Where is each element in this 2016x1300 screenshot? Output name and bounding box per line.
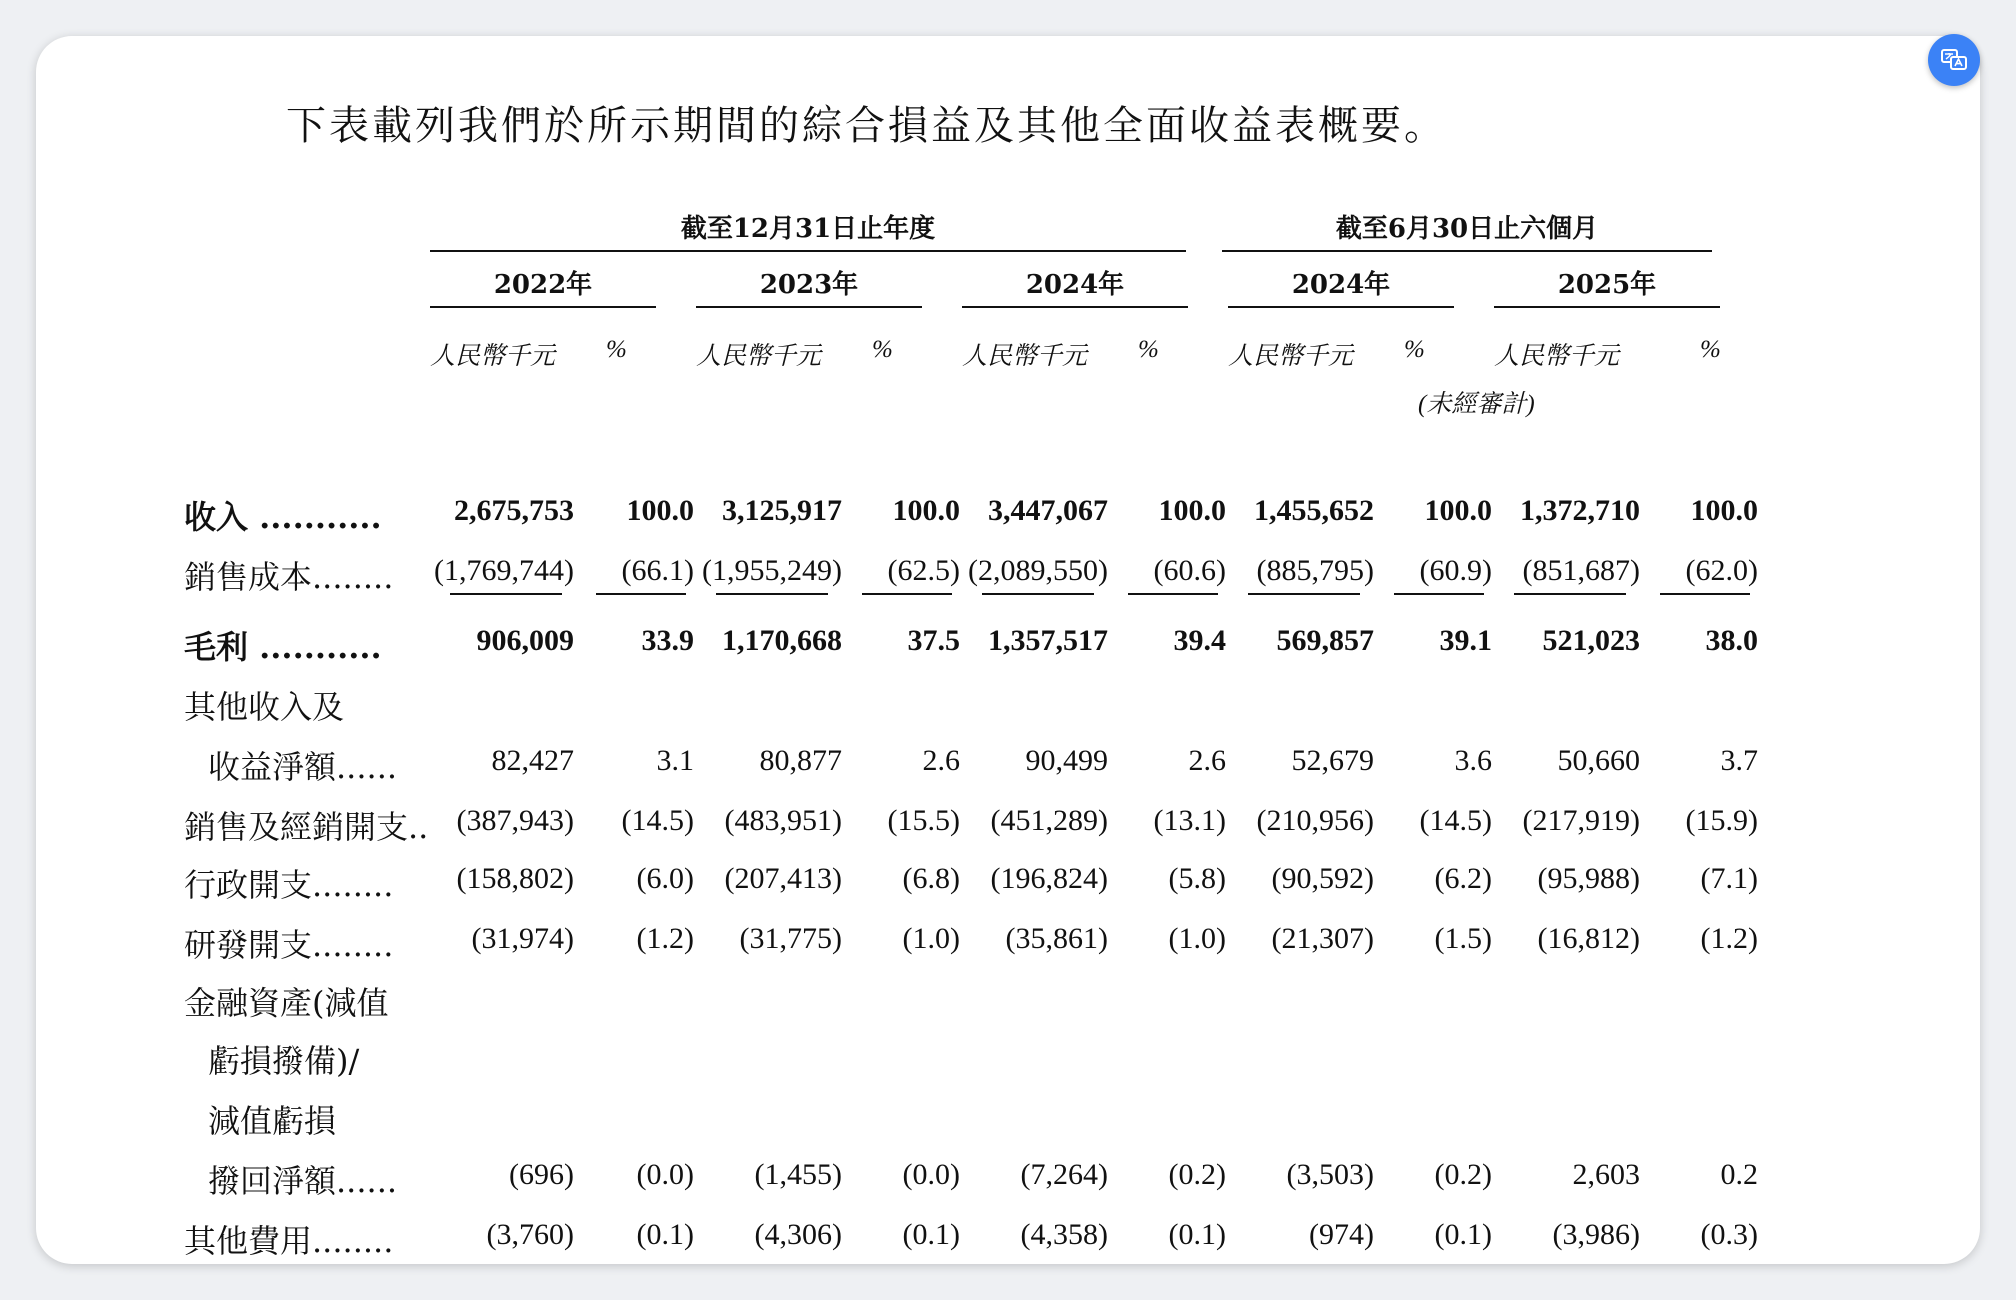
row-label: 撥回淨額...... xyxy=(208,1162,398,1200)
subtotal-rule xyxy=(1248,593,1360,595)
amount-cell: (1,769,744) xyxy=(434,554,574,587)
percent-cell: (15.5) xyxy=(887,804,960,837)
percent-cell: (0.3) xyxy=(1700,1218,1758,1251)
table-row xyxy=(36,1220,1980,1260)
amount-cell: (21,307) xyxy=(1271,922,1374,955)
table-row xyxy=(36,1040,1980,1080)
amount-cell: (4,306) xyxy=(754,1218,842,1251)
subtotal-rule xyxy=(1394,593,1484,595)
percent-cell: (0.1) xyxy=(636,1218,694,1251)
amount-cell: (31,974) xyxy=(471,922,574,955)
unit-amount-2023: 人民幣千元 xyxy=(696,343,822,370)
percent-cell: (5.8) xyxy=(1168,862,1226,895)
percent-cell: 3.6 xyxy=(1454,744,1492,777)
amount-cell: (95,988) xyxy=(1537,862,1640,895)
percent-cell: 2.6 xyxy=(1188,744,1226,777)
year-rule-2022 xyxy=(430,306,656,308)
amount-cell: 3,447,067 xyxy=(988,494,1108,527)
amount-cell: (7,264) xyxy=(1020,1158,1108,1191)
subtotal-rule xyxy=(1660,593,1750,595)
percent-cell: (0.2) xyxy=(1434,1158,1492,1191)
percent-cell: (1.2) xyxy=(1700,922,1758,955)
table-row xyxy=(36,556,1980,596)
subtotal-rule xyxy=(862,593,952,595)
percent-cell: 37.5 xyxy=(907,624,960,657)
percent-cell: (6.0) xyxy=(636,862,694,895)
unit-pct-2023: % xyxy=(872,336,893,363)
percent-cell: (1.0) xyxy=(902,922,960,955)
translate-icon xyxy=(1939,45,1969,75)
percent-cell: (15.9) xyxy=(1685,804,1758,837)
amount-cell: 2,675,753 xyxy=(454,494,574,527)
year-rule-2024-interim xyxy=(1228,306,1454,308)
table-row xyxy=(36,982,1980,1022)
subtotal-rule xyxy=(1514,593,1626,595)
amount-cell: 82,427 xyxy=(491,744,574,777)
percent-cell: (62.0) xyxy=(1685,554,1758,587)
row-label: 行政開支........ xyxy=(184,866,394,904)
year-header-2025-interim: 2025年 xyxy=(1557,270,1657,300)
year-rule-2024 xyxy=(962,306,1188,308)
unit-amount-2022: 人民幣千元 xyxy=(430,343,556,370)
table-row xyxy=(36,806,1980,846)
percent-cell: (14.5) xyxy=(621,804,694,837)
percent-cell: (6.2) xyxy=(1434,862,1492,895)
amount-cell: (90,592) xyxy=(1271,862,1374,895)
table-row xyxy=(36,1160,1980,1200)
amount-cell: 80,877 xyxy=(759,744,842,777)
table-row xyxy=(36,864,1980,904)
translate-button[interactable] xyxy=(1928,34,1980,86)
percent-cell: 0.2 xyxy=(1720,1158,1758,1191)
amount-cell: 1,170,668 xyxy=(722,624,842,657)
subtotal-rule xyxy=(450,593,562,595)
subtotal-rule xyxy=(716,593,828,595)
table-row xyxy=(36,746,1980,786)
group-rule-annual xyxy=(430,250,1186,252)
percent-cell: (0.2) xyxy=(1168,1158,1226,1191)
percent-cell: (0.1) xyxy=(1168,1218,1226,1251)
amount-cell: (2,089,550) xyxy=(968,554,1108,587)
amount-cell: 2,603 xyxy=(1572,1158,1640,1191)
row-label: 毛利 ........... xyxy=(184,628,382,666)
group-header-interim: 截至6月30日止六個月 xyxy=(1335,214,1599,244)
amount-cell: (3,760) xyxy=(486,1218,574,1251)
percent-cell: (0.1) xyxy=(1434,1218,1492,1251)
amount-cell: 521,023 xyxy=(1542,624,1640,657)
amount-cell: (974) xyxy=(1309,1218,1374,1251)
table-row xyxy=(36,1100,1980,1140)
percent-cell: 100.0 xyxy=(892,494,960,527)
percent-cell: 100.0 xyxy=(626,494,694,527)
percent-cell: (62.5) xyxy=(887,554,960,587)
percent-cell: (0.0) xyxy=(902,1158,960,1191)
unit-amount-2024-interim: 人民幣千元 xyxy=(1228,343,1354,370)
percent-cell: (1.5) xyxy=(1434,922,1492,955)
percent-cell: (6.8) xyxy=(902,862,960,895)
year-header-2022: 2022年 xyxy=(493,270,593,300)
table-row xyxy=(36,626,1980,666)
percent-cell: (13.1) xyxy=(1153,804,1226,837)
percent-cell: 38.0 xyxy=(1705,624,1758,657)
amount-cell: (31,775) xyxy=(739,922,842,955)
unit-pct-2025-interim: % xyxy=(1700,336,1721,363)
amount-cell: (851,687) xyxy=(1522,554,1640,587)
amount-cell: 569,857 xyxy=(1276,624,1374,657)
year-rule-2023 xyxy=(696,306,922,308)
document-page xyxy=(36,36,1980,1264)
row-label: 其他費用........ xyxy=(184,1222,394,1260)
percent-cell: 2.6 xyxy=(922,744,960,777)
amount-cell: 3,125,917 xyxy=(722,494,842,527)
year-header-2024: 2024年 xyxy=(1025,270,1125,300)
row-label: 收益淨額...... xyxy=(208,748,398,786)
amount-cell: (387,943) xyxy=(456,804,574,837)
amount-cell: 906,009 xyxy=(476,624,574,657)
row-label: 收入 ........... xyxy=(184,498,382,536)
row-label: 虧損撥備)/ xyxy=(208,1042,360,1080)
row-label: 銷售成本........ xyxy=(184,558,394,596)
amount-cell: (451,289) xyxy=(990,804,1108,837)
amount-cell: 1,455,652 xyxy=(1254,494,1374,527)
amount-cell: (885,795) xyxy=(1256,554,1374,587)
table-row xyxy=(36,924,1980,964)
amount-cell: (196,824) xyxy=(990,862,1108,895)
unit-amount-2025-interim: 人民幣千元 xyxy=(1494,343,1620,370)
percent-cell: 100.0 xyxy=(1424,494,1492,527)
row-label: 減值虧損 xyxy=(208,1102,337,1140)
percent-cell: (60.9) xyxy=(1419,554,1492,587)
subtotal-rule xyxy=(596,593,686,595)
table-row xyxy=(36,496,1980,536)
amount-cell: (217,919) xyxy=(1522,804,1640,837)
percent-cell: (1.0) xyxy=(1168,922,1226,955)
percent-cell: 100.0 xyxy=(1158,494,1226,527)
amount-cell: 90,499 xyxy=(1025,744,1108,777)
unit-pct-2024: % xyxy=(1138,336,1159,363)
group-rule-interim xyxy=(1222,250,1712,252)
amount-cell: (158,802) xyxy=(456,862,574,895)
row-label: 其他收入及 xyxy=(184,688,345,726)
percent-cell: 39.4 xyxy=(1173,624,1226,657)
amount-cell: 50,660 xyxy=(1557,744,1640,777)
unit-pct-2022: % xyxy=(606,336,627,363)
percent-cell: (1.2) xyxy=(636,922,694,955)
unit-pct-2024-interim: % xyxy=(1404,336,1425,363)
row-label: 銷售及經銷開支.. xyxy=(184,808,429,846)
amount-cell: (3,503) xyxy=(1286,1158,1374,1191)
amount-cell: (1,455) xyxy=(754,1158,842,1191)
year-header-2024-interim: 2024年 xyxy=(1291,270,1391,300)
subtotal-rule xyxy=(1128,593,1218,595)
unit-amount-2024: 人民幣千元 xyxy=(962,343,1088,370)
amount-cell: (16,812) xyxy=(1537,922,1640,955)
percent-cell: (66.1) xyxy=(621,554,694,587)
amount-cell: 52,679 xyxy=(1291,744,1374,777)
subtotal-rule xyxy=(982,593,1094,595)
amount-cell: (1,955,249) xyxy=(702,554,842,587)
percent-cell: 33.9 xyxy=(641,624,694,657)
amount-cell: 1,357,517 xyxy=(988,624,1108,657)
row-label: 研發開支........ xyxy=(184,926,394,964)
percent-cell: 100.0 xyxy=(1690,494,1758,527)
amount-cell: 1,372,710 xyxy=(1520,494,1640,527)
amount-cell: (483,951) xyxy=(724,804,842,837)
amount-cell: (210,956) xyxy=(1256,804,1374,837)
percent-cell: (60.6) xyxy=(1153,554,1226,587)
amount-cell: (696) xyxy=(509,1158,574,1191)
year-rule-2025-interim xyxy=(1494,306,1720,308)
percent-cell: 3.7 xyxy=(1720,744,1758,777)
percent-cell: (7.1) xyxy=(1700,862,1758,895)
table-row xyxy=(36,686,1980,726)
percent-cell: (0.0) xyxy=(636,1158,694,1191)
amount-cell: (4,358) xyxy=(1020,1218,1108,1251)
amount-cell: (35,861) xyxy=(1005,922,1108,955)
percent-cell: (0.1) xyxy=(902,1218,960,1251)
percent-cell: 39.1 xyxy=(1439,624,1492,657)
unaudited-note: (未經審計) xyxy=(1418,391,1535,418)
amount-cell: (3,986) xyxy=(1552,1218,1640,1251)
year-header-2023: 2023年 xyxy=(759,270,859,300)
percent-cell: (14.5) xyxy=(1419,804,1492,837)
percent-cell: 3.1 xyxy=(656,744,694,777)
intro-text: 下表載列我們於所示期間的綜合損益及其他全面收益表概要。 xyxy=(286,103,1447,149)
amount-cell: (207,413) xyxy=(724,862,842,895)
row-label: 金融資產(減值 xyxy=(184,984,389,1022)
group-header-annual: 截至12月31日止年度 xyxy=(680,214,936,244)
